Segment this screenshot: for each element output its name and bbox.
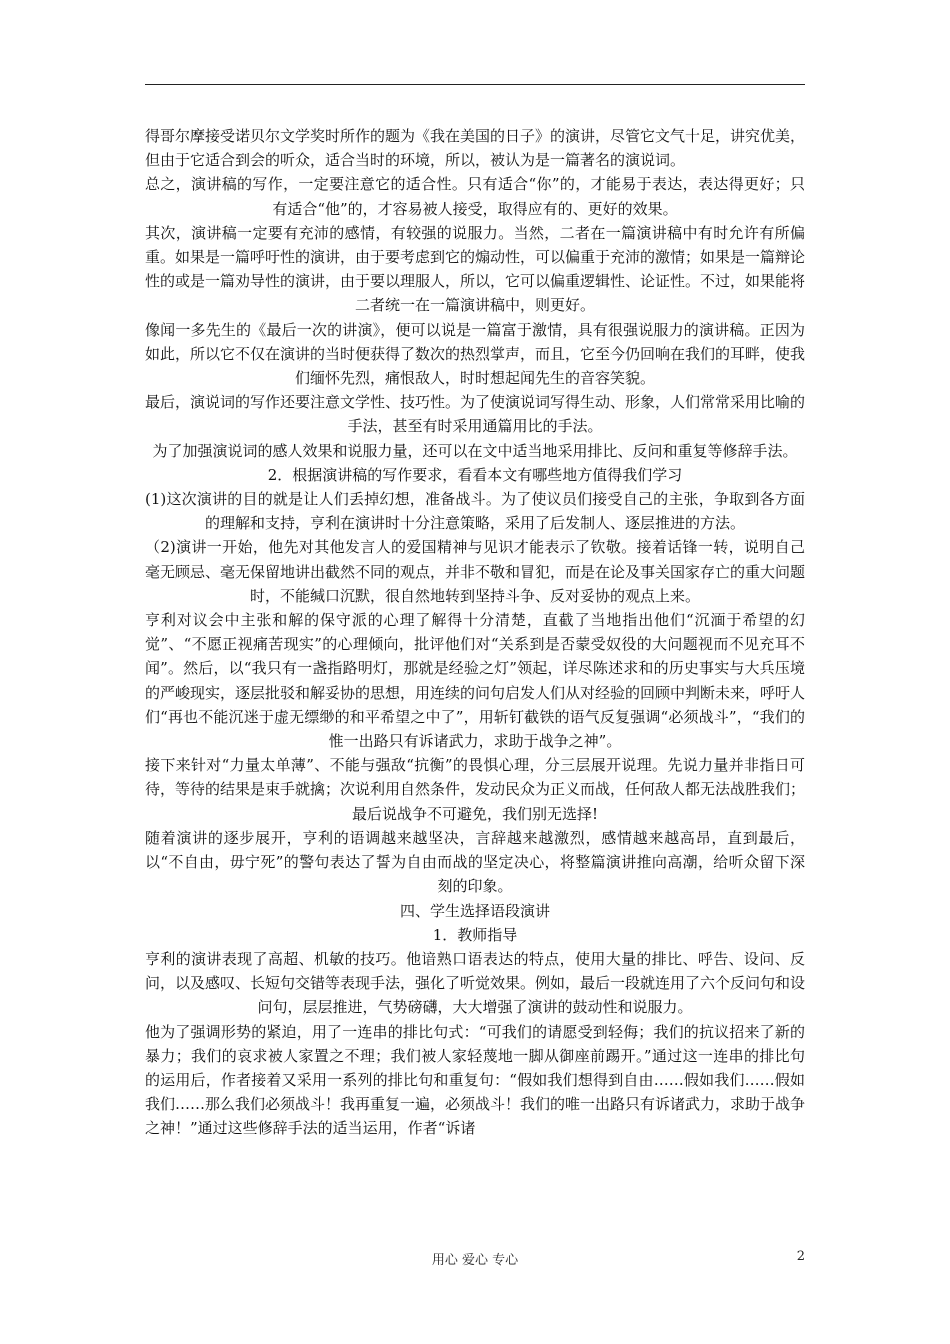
paragraph-8: (1)这次演讲的目的就是让人们丢掉幻想，准备战斗。为了使议员们接受自己的主张，争取到各方面的理解和支持，亨利在演讲时十分注意策略，采用了后发制人、逐层推进的方法。 <box>145 490 805 533</box>
paragraph-10: 亨利对议会中主张和解的保守派的心理了解得十分清楚，直截了当地指出他们“沉湎于希望的幻觉”、“不愿正视痛苦现实”的心理倾向，批评他们对“关系到是否蒙受奴役的大问题视而不见充耳不闻”。然后，以“我只有一盏指路明灯，那就是经验之灯”领起，详尽陈述求和的历史事实与大兵压境的严峻现实，逐层批驳和解妥协的思想，用连续的问句启发人们从对经验的回顾中判断未来，呼吁人们“再也不能沉迷于虚无缥缈的和平希望之中了”，用斩钉截铁的语气反复强调“必须战斗”，“我们的惟一出路只有诉诸武力，求助于战争之神”。 <box>145 611 806 751</box>
section-heading-2: 2．根据演讲稿的写作要求，看看本文有哪些地方值得我们学习 <box>267 465 683 484</box>
page-number: 2 <box>796 1249 805 1264</box>
subheading-teacher-guidance: 1．教师指导 <box>432 925 518 944</box>
paragraph-9: （2)演讲一开始，他先对其他发言人的爱国精神与见识才能表示了钦敬。接着话锋一转，说明自己毫无顾忌、毫无保留地讲出截然不同的观点，并非不敬和冒犯，而是在论及事关国家存亡的重大问题时，不能缄口沉默，很自然地转到坚持斗争、反对妥协的观点上来。 <box>145 538 806 605</box>
header-rule <box>145 84 805 85</box>
paragraph-4: 像闻一多先生的《最后一次的讲演》，便可以说是一篇富于激情，具有很强说服力的演讲稿。正因为如此，所以它不仅在演讲的当时便获得了数次的热烈掌声，而且，它至今仍回响在我们的耳畔，使我们缅怀先烈，痛恨敌人，时时想起闻先生的音容笑貌。 <box>145 320 806 388</box>
paragraph-11: 接下来针对“力量太单薄”、不能与强敌“抗衡”的畏惧心理，分三层展开说理。先说力量并非指日可待，等待的结果是束手就擒；次说利用自然条件，发动民众为正义而战，任何敌人都无法战胜我们；最后说战争不可避免，我们别无选择! <box>145 756 806 823</box>
footer-motto: 用心 爱心 专心 <box>431 1253 519 1268</box>
document-body <box>145 124 805 1141</box>
paragraph-16: 他为了强调形势的紧迫，用了一连串的排比句式：“可我们的请愿受到轻侮；我们的抗议招来了新的暴力；我们的哀求被人家置之不理；我们被人家轻蔑地一脚从御座前踢开。”通过这一连串的排比句的运用后，作者接着又采用一系列的排比句和重复句：“假如我们想得到自由……假如我们……假如我们……那么我们必须战斗！我再重复一遍，必须战斗！我们的唯一出路只有诉诸武力，求助于战争之神！”通过这些修辞手法的适当运用，作者“诉诸 <box>145 1022 806 1138</box>
paragraph-12: 随着演讲的逐步展开，亨利的语调越来越坚决，言辞越来越激烈，感情越来越高昂，直到最后，以“不自由，毋宁死”的警句表达了誓为自由而战的坚定决心，将整篇演讲推向高潮，给听众留下深刻的印象。 <box>145 828 805 896</box>
paragraph-6: 为了加强演说词的感人效果和说服力量，还可以在文中适当地采用排比、反问和重复等修辞手法。 <box>152 441 798 460</box>
section-heading-4: 四、学生选择语段演讲 <box>399 901 550 920</box>
paragraph-5: 最后，演说词的写作还要注意文学性、技巧性。为了使演说词写得生动、形象，人们常常采用比喻的手法，甚至有时采用通篇用比的手法。 <box>145 393 806 436</box>
paragraph-3: 其次，演讲稿一定要有充沛的感情，有较强的说服力。当然，二者在一篇演讲稿中有时允许有所偏重。如果是一篇呼吁性的演讲，由于要考虑到它的煽动性，可以偏重于充沛的激情；如果是一篇辩论性的或是一篇劝导性的演讲，由于要以理服人，所以，它可以偏重逻辑性、论证性。不过，如果能将二者统一在一篇演讲稿中，则更好。 <box>145 223 806 315</box>
paragraph-1: 得哥尔摩接受诺贝尔文学奖时所作的题为《我在美国的日子》的演讲，尽管它文气十足，讲究优美，但由于它适合到会的听众，适合当时的环境，所以，被认为是一篇著名的演说词。 <box>145 127 806 170</box>
paragraph-15: 亨利的演讲表现了高超、机敏的技巧。他谙熟口语表达的特点，使用大量的排比、呼告、设问、反问，以及感叹、长短句交错等表现手法，强化了听觉效果。例如，最后一段就连用了六个反问句和设问句，层层推进，气势磅礴，大大增强了演讲的鼓动性和说服力。 <box>145 949 806 1017</box>
paragraph-2: 总之，演讲稿的写作，一定要注意它的适合性。只有适合“你”的，才能易于表达，表达得更好；只有适合“他”的，才容易被人接受，取得应有的、更好的效果。 <box>145 175 805 218</box>
